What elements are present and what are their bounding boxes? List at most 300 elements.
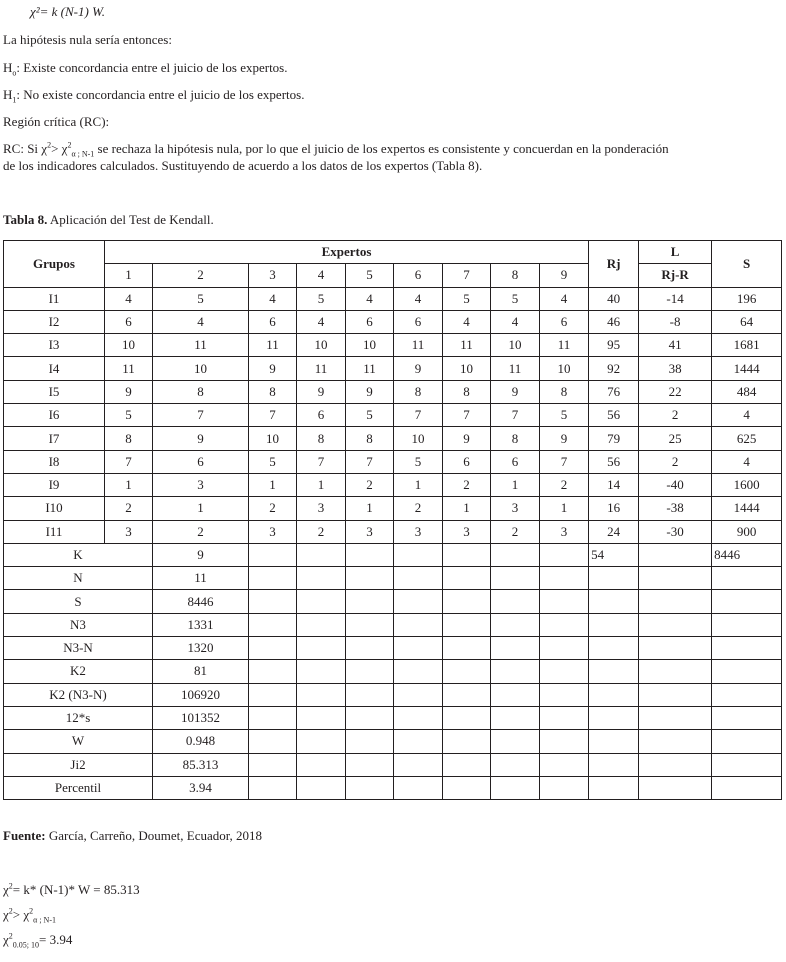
empty-cell: [394, 613, 443, 636]
empty-cell: [712, 613, 782, 636]
chi-result-text: = k* (N-1)* W = 85.313: [12, 882, 140, 897]
score-cell: 6: [491, 450, 540, 473]
group-cell: I7: [4, 427, 105, 450]
l-cell: 2: [639, 450, 712, 473]
empty-cell: [443, 567, 491, 590]
score-cell: 11: [491, 357, 540, 380]
empty-cell: [346, 590, 394, 613]
group-cell: I9: [4, 473, 105, 496]
stat-value: 8446: [153, 590, 249, 613]
stat-value: 81: [153, 660, 249, 683]
empty-cell: [443, 637, 491, 660]
score-cell: 4: [491, 310, 540, 333]
stat-value: 1331: [153, 613, 249, 636]
score-cell: 11: [394, 334, 443, 357]
table-row: [4, 287, 782, 310]
score-cell: 8: [297, 427, 346, 450]
score-cell: 11: [105, 357, 153, 380]
score-cell: 2: [443, 473, 491, 496]
score-cell: 1: [443, 497, 491, 520]
score-cell: 6: [540, 310, 589, 333]
stat-value: 0.948: [153, 730, 249, 753]
score-cell: 9: [249, 357, 297, 380]
header-expert-number: 5: [346, 264, 394, 287]
score-cell: 5: [249, 450, 297, 473]
s-cell: 900: [712, 520, 782, 543]
table-row: [4, 427, 782, 450]
empty-cell: [297, 590, 346, 613]
h1-subscript: 1: [12, 95, 17, 105]
rc-text-line1: se rechaza la hipótesis nula, por lo que el juicio de los expertos es consistente y concuerdan en la ponderación: [94, 141, 669, 156]
score-cell: 6: [105, 310, 153, 333]
score-cell: 8: [153, 380, 249, 403]
s-cell: 1600: [712, 473, 782, 496]
rj-cell: 92: [589, 357, 639, 380]
chi-symbol: χ: [3, 932, 9, 947]
stat-label: K2 (N3-N): [4, 683, 153, 706]
rj-cell: 56: [589, 404, 639, 427]
header-expert-number: 6: [394, 264, 443, 287]
header-expert-number: 4: [297, 264, 346, 287]
score-cell: 9: [297, 380, 346, 403]
s-cell: 484: [712, 380, 782, 403]
score-cell: 10: [249, 427, 297, 450]
empty-cell: [540, 730, 589, 753]
empty-cell: [346, 776, 394, 799]
score-cell: 4: [297, 310, 346, 333]
empty-cell: [297, 683, 346, 706]
chi-square-formula: χ²= k (N-1) W.: [30, 4, 105, 19]
rj-cell: 14: [589, 473, 639, 496]
score-cell: 9: [491, 380, 540, 403]
empty-cell: [639, 567, 712, 590]
empty-cell: [589, 683, 639, 706]
empty-cell: [443, 730, 491, 753]
empty-cell: [639, 637, 712, 660]
stat-row: [4, 660, 782, 683]
header-rj: Rj: [589, 241, 639, 288]
empty-cell: [712, 637, 782, 660]
l-cell: 2: [639, 404, 712, 427]
score-cell: 10: [105, 334, 153, 357]
score-cell: 6: [346, 310, 394, 333]
chi-subscript: 0.05; 10: [12, 940, 40, 950]
l-cell: 22: [639, 380, 712, 403]
score-cell: 5: [491, 287, 540, 310]
score-cell: 1: [153, 497, 249, 520]
stat-value: 101352: [153, 706, 249, 729]
score-cell: 8: [105, 427, 153, 450]
score-cell: 9: [540, 427, 589, 450]
score-cell: 11: [249, 334, 297, 357]
stat-label: N: [4, 567, 153, 590]
source-text: García, Carreño, Doumet, Ecuador, 2018: [45, 828, 263, 843]
score-cell: 4: [346, 287, 394, 310]
chi-superscript: 2: [8, 881, 13, 891]
header-s: S: [712, 241, 782, 288]
group-cell: I5: [4, 380, 105, 403]
h0-label: H: [3, 60, 13, 75]
rj-cell: 16: [589, 497, 639, 520]
empty-cell: [589, 660, 639, 683]
critical-value-text: = 3.94: [39, 932, 73, 947]
stat-label: Ji2: [4, 753, 153, 776]
score-cell: 8: [249, 380, 297, 403]
score-cell: 8: [540, 380, 589, 403]
critical-region-label: Región crítica (RC):: [3, 114, 110, 129]
score-cell: 11: [346, 357, 394, 380]
empty-cell: [297, 706, 346, 729]
empty-cell: [394, 660, 443, 683]
empty-cell: [589, 706, 639, 729]
empty-cell: [394, 567, 443, 590]
score-cell: 8: [394, 380, 443, 403]
score-cell: 5: [346, 404, 394, 427]
header-expert-number: 8: [491, 264, 540, 287]
empty-cell: [491, 660, 540, 683]
empty-cell: [394, 543, 443, 566]
stat-label: W: [4, 730, 153, 753]
empty-cell: [297, 730, 346, 753]
score-cell: 9: [105, 380, 153, 403]
stat-row: [4, 706, 782, 729]
table-row: [4, 310, 782, 333]
empty-cell: [297, 660, 346, 683]
l-cell: 38: [639, 357, 712, 380]
score-cell: 6: [443, 450, 491, 473]
empty-cell: [540, 637, 589, 660]
empty-cell: [540, 706, 589, 729]
stat-label: N3: [4, 613, 153, 636]
score-cell: 6: [297, 404, 346, 427]
score-cell: 5: [443, 287, 491, 310]
empty-cell: [491, 683, 540, 706]
table-row: [4, 450, 782, 473]
chi-superscript-2: 2: [29, 906, 34, 916]
empty-cell: [249, 753, 297, 776]
score-cell: 10: [297, 334, 346, 357]
stat-value: 11: [153, 567, 249, 590]
chi-superscript: 2: [8, 906, 13, 916]
rc-text-line2: de los indicadores calculados. Sustituyendo de acuerdo a los datos de los expertos (Tabla 8).: [3, 158, 483, 173]
empty-cell: [394, 730, 443, 753]
empty-cell: [589, 753, 639, 776]
chi-symbol: χ: [3, 907, 9, 922]
rc-subscript: α ; N-1: [71, 149, 95, 159]
stat-row: [4, 730, 782, 753]
empty-cell: [443, 706, 491, 729]
rc-greater-than: > χ: [51, 141, 68, 156]
empty-cell: [491, 637, 540, 660]
stat-label: Percentil: [4, 776, 153, 799]
stat-label: S: [4, 590, 153, 613]
empty-cell: [249, 613, 297, 636]
empty-cell: [394, 753, 443, 776]
rj-cell: 24: [589, 520, 639, 543]
empty-cell: [297, 543, 346, 566]
empty-cell: [249, 660, 297, 683]
score-cell: 3: [105, 520, 153, 543]
score-cell: 7: [540, 450, 589, 473]
header-rj-r: Rj-R: [639, 264, 712, 287]
header-row: [4, 241, 782, 264]
empty-cell: [589, 567, 639, 590]
score-cell: 10: [346, 334, 394, 357]
rc-prefix: RC: Si χ: [3, 141, 48, 156]
empty-cell: [249, 543, 297, 566]
chi-superscript: 2: [8, 931, 13, 941]
l-cell: -8: [639, 310, 712, 333]
empty-cell: [491, 753, 540, 776]
empty-cell: [712, 776, 782, 799]
l-cell: -14: [639, 287, 712, 310]
score-cell: 2: [540, 473, 589, 496]
group-cell: I3: [4, 334, 105, 357]
empty-cell: [297, 613, 346, 636]
empty-cell: [249, 683, 297, 706]
empty-cell: [394, 776, 443, 799]
null-hypothesis-intro: La hipótesis nula sería entonces:: [3, 32, 172, 47]
score-cell: 1: [540, 497, 589, 520]
empty-cell: [491, 567, 540, 590]
empty-cell: [297, 567, 346, 590]
score-cell: 8: [443, 380, 491, 403]
table-caption-label: Tabla 8.: [3, 212, 48, 227]
stat-row: [4, 753, 782, 776]
l-cell: 25: [639, 427, 712, 450]
stat-value: 3.94: [153, 776, 249, 799]
stat-row: [4, 590, 782, 613]
score-cell: 5: [540, 404, 589, 427]
greater-than: > χ: [12, 907, 30, 922]
k-value: 9: [153, 543, 249, 566]
rc-superscript: 2: [47, 140, 52, 150]
h0-text: : Existe concordancia entre el juicio de los expertos.: [16, 60, 288, 75]
critical-region-paragraph: [3, 140, 783, 174]
s-cell: 1444: [712, 357, 782, 380]
empty-cell: [639, 706, 712, 729]
score-cell: 8: [491, 427, 540, 450]
score-cell: 11: [540, 334, 589, 357]
h0-statement: [3, 60, 288, 76]
score-cell: 3: [443, 520, 491, 543]
score-cell: 8: [346, 427, 394, 450]
stat-row: [4, 683, 782, 706]
rc-superscript-2: 2: [67, 140, 72, 150]
score-cell: 10: [540, 357, 589, 380]
empty-cell: [491, 706, 540, 729]
h0-subscript: o: [12, 68, 17, 78]
empty-cell: [249, 730, 297, 753]
table-row: [4, 497, 782, 520]
empty-cell: [346, 730, 394, 753]
rj-cell: 95: [589, 334, 639, 357]
empty-cell: [712, 660, 782, 683]
empty-cell: [712, 567, 782, 590]
empty-cell: [491, 730, 540, 753]
score-cell: 9: [346, 380, 394, 403]
score-cell: 7: [105, 450, 153, 473]
score-cell: 1: [297, 473, 346, 496]
empty-cell: [639, 776, 712, 799]
l-cell: -30: [639, 520, 712, 543]
score-cell: 1: [346, 497, 394, 520]
empty-cell: [297, 776, 346, 799]
score-cell: 6: [394, 310, 443, 333]
empty-cell: [491, 590, 540, 613]
score-cell: 2: [153, 520, 249, 543]
empty-cell: [443, 590, 491, 613]
empty-cell: [297, 637, 346, 660]
rj-cell: 76: [589, 380, 639, 403]
score-cell: 2: [249, 497, 297, 520]
score-cell: 7: [153, 404, 249, 427]
score-cell: 2: [297, 520, 346, 543]
score-cell: 4: [105, 287, 153, 310]
score-cell: 10: [153, 357, 249, 380]
score-cell: 10: [394, 427, 443, 450]
h1-label: H: [3, 87, 13, 102]
group-cell: I1: [4, 287, 105, 310]
group-cell: I6: [4, 404, 105, 427]
table-row: [4, 334, 782, 357]
empty-cell: [346, 706, 394, 729]
empty-cell: [589, 776, 639, 799]
score-cell: 5: [153, 287, 249, 310]
score-cell: 10: [443, 357, 491, 380]
score-cell: 6: [153, 450, 249, 473]
score-cell: 3: [394, 520, 443, 543]
score-cell: 9: [443, 427, 491, 450]
score-cell: 7: [346, 450, 394, 473]
stat-row: [4, 613, 782, 636]
l-cell: 41: [639, 334, 712, 357]
chi-symbol: χ: [3, 882, 9, 897]
score-cell: 1: [249, 473, 297, 496]
empty-cell: [540, 660, 589, 683]
empty-cell: [443, 776, 491, 799]
score-cell: 4: [249, 287, 297, 310]
table-row: [4, 473, 782, 496]
empty-cell: [540, 753, 589, 776]
empty-cell: [639, 660, 712, 683]
rj-cell: 40: [589, 287, 639, 310]
score-cell: 6: [249, 310, 297, 333]
stat-value: 1320: [153, 637, 249, 660]
table-source: [3, 828, 262, 844]
stat-row: [4, 776, 782, 799]
empty-cell: [540, 683, 589, 706]
stat-row: [4, 637, 782, 660]
empty-cell: [540, 613, 589, 636]
empty-cell: [249, 776, 297, 799]
header-expert-number: 1: [105, 264, 153, 287]
stat-label: K2: [4, 660, 153, 683]
table-row: [4, 380, 782, 403]
score-cell: 3: [346, 520, 394, 543]
k-label: K: [4, 543, 153, 566]
chi-square-result: [3, 882, 140, 898]
empty-cell: [443, 613, 491, 636]
empty-cell: [249, 590, 297, 613]
empty-cell: [540, 590, 589, 613]
table-caption-text: Aplicación del Test de Kendall.: [47, 212, 214, 227]
stat-value: 85.313: [153, 753, 249, 776]
empty-cell: [491, 776, 540, 799]
h1-text: : No existe concordancia entre el juicio de los expertos.: [16, 87, 305, 102]
group-cell: I10: [4, 497, 105, 520]
chi-square-critical-value: [3, 932, 72, 948]
empty-cell: [394, 706, 443, 729]
s-cell: 4: [712, 450, 782, 473]
table-row: [4, 357, 782, 380]
score-cell: 3: [249, 520, 297, 543]
empty-cell: [443, 660, 491, 683]
empty-cell: [346, 660, 394, 683]
empty-cell: [639, 590, 712, 613]
empty-cell: [443, 683, 491, 706]
rj-cell: 79: [589, 427, 639, 450]
score-cell: 2: [105, 497, 153, 520]
empty-cell: [346, 637, 394, 660]
s-cell: 196: [712, 287, 782, 310]
s-cell: 4: [712, 404, 782, 427]
source-label: Fuente:: [3, 828, 46, 843]
group-cell: I8: [4, 450, 105, 473]
header-groups: Grupos: [4, 241, 105, 288]
score-cell: 4: [443, 310, 491, 333]
score-cell: 7: [249, 404, 297, 427]
empty-cell: [249, 706, 297, 729]
header-l: L: [639, 241, 712, 264]
empty-cell: [712, 683, 782, 706]
s-cell: 625: [712, 427, 782, 450]
empty-cell: [589, 613, 639, 636]
score-cell: 3: [491, 497, 540, 520]
empty-cell: [249, 567, 297, 590]
score-cell: 9: [153, 427, 249, 450]
empty-cell: [639, 613, 712, 636]
empty-cell: [346, 567, 394, 590]
empty-cell: [639, 683, 712, 706]
table-row: [4, 404, 782, 427]
stat-value: 106920: [153, 683, 249, 706]
score-cell: 5: [297, 287, 346, 310]
chi-square-comparison: [3, 907, 56, 923]
empty-cell: [443, 543, 491, 566]
score-cell: 3: [540, 520, 589, 543]
header-expert-number: 7: [443, 264, 491, 287]
score-cell: 1: [491, 473, 540, 496]
empty-cell: [297, 753, 346, 776]
score-cell: 7: [443, 404, 491, 427]
score-cell: 2: [394, 497, 443, 520]
empty-cell: [712, 706, 782, 729]
empty-cell: [394, 683, 443, 706]
empty-cell: [712, 590, 782, 613]
header-expert-number: 2: [153, 264, 249, 287]
chi-subscript: α ; N-1: [33, 915, 56, 925]
header-experts: Expertos: [105, 241, 589, 264]
empty-cell: [589, 637, 639, 660]
score-cell: 7: [297, 450, 346, 473]
empty-cell: [639, 730, 712, 753]
empty-cell: [712, 753, 782, 776]
s-cell: 64: [712, 310, 782, 333]
score-cell: 3: [153, 473, 249, 496]
header-expert-number: 9: [540, 264, 589, 287]
table-row: [4, 520, 782, 543]
